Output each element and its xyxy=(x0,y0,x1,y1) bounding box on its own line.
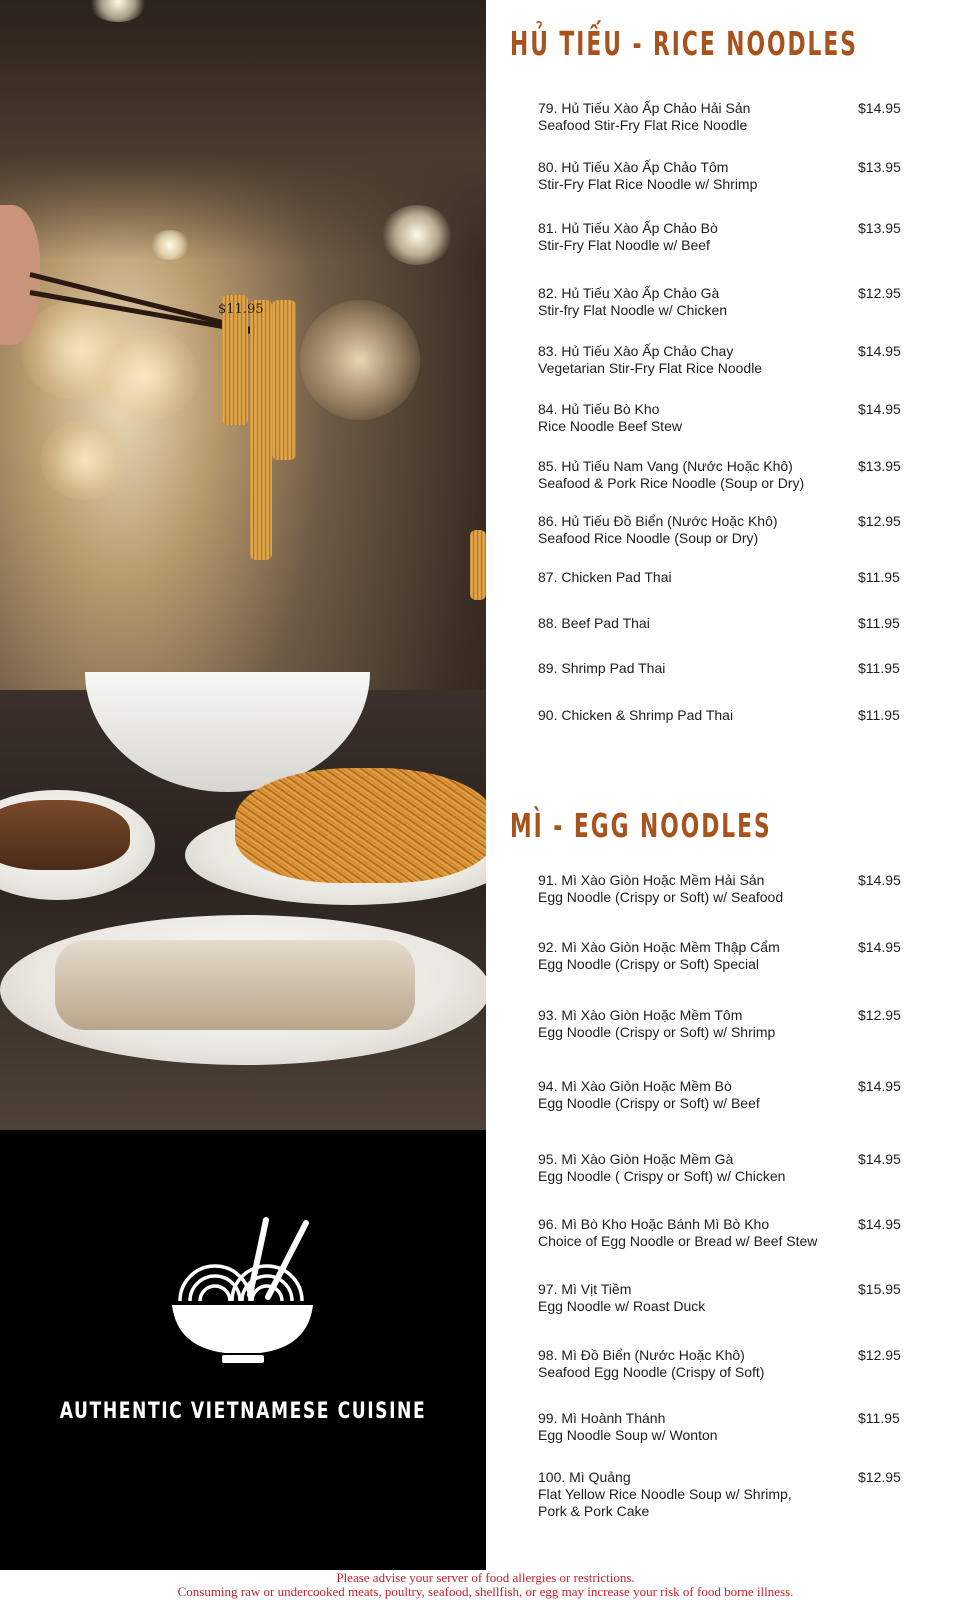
item-name: 82. Hủ Tiếu Xào Ấp Chảo Gà xyxy=(538,285,720,301)
item-price: $11.95 xyxy=(858,615,900,631)
item-english: Stir-Fry Flat Noodle w/ Beef xyxy=(538,237,710,253)
bokeh-light xyxy=(90,330,200,420)
item-price: $13.95 xyxy=(858,458,901,474)
disclaimer-line: Consuming raw or undercooked meats, poultry, seafood, shellfish, or egg may increase your risk of food borne illness. xyxy=(177,1584,794,1599)
item-price: $14.95 xyxy=(858,100,901,116)
item-name: 96. Mì Bò Kho Hoặc Bánh Mì Bò Kho xyxy=(538,1216,770,1232)
item-price: $14.95 xyxy=(858,939,901,955)
item-name: 93. Mì Xào Giòn Hoặc Mềm Tôm xyxy=(538,1007,743,1023)
section-heading-rice-noodles: HỦ TIẾU - RICE NOODLES xyxy=(510,24,858,63)
item-price: $11.95 xyxy=(858,707,900,723)
item-price: $11.95 xyxy=(858,1410,900,1426)
item-price: $14.95 xyxy=(858,1216,901,1232)
item-name: 98. Mì Đồ Biển (Nước Hoặc Khô) xyxy=(538,1347,745,1363)
menu-panel xyxy=(486,0,971,1570)
item-english: Flat Yellow Rice Noodle Soup w/ Shrimp, Pork & Pork Cake xyxy=(538,1486,792,1519)
item-english: Seafood Rice Noodle (Soup or Dry) xyxy=(538,530,759,546)
item-name: 92. Mì Xào Giòn Hoặc Mềm Thập Cẩm xyxy=(538,939,780,955)
bokeh-light xyxy=(40,420,130,500)
item-name: 97. Mì Vịt Tiềm xyxy=(538,1281,632,1297)
item-name: 84. Hủ Tiếu Bò Kho xyxy=(538,401,660,417)
item-name: 85. Hủ Tiếu Nam Vang (Nước Hoặc Khô) xyxy=(538,458,793,474)
noodle-bowl-with-chopsticks-icon xyxy=(170,1215,315,1365)
item-name: 89. Shrimp Pad Thai xyxy=(538,660,666,676)
noodle-strands xyxy=(250,300,272,560)
item-name: 90. Chicken & Shrimp Pad Thai xyxy=(538,707,734,723)
item-price: $12.95 xyxy=(858,285,901,301)
item-name: 79. Hủ Tiếu Xào Ấp Chảo Hải Sản xyxy=(538,100,751,116)
item-price: $11.95 xyxy=(858,660,900,676)
item-english: Seafood Egg Noodle (Crispy of Soft) xyxy=(538,1364,765,1380)
item-english: Egg Noodle w/ Roast Duck xyxy=(538,1298,706,1314)
item-name: 94. Mì Xào Giòn Hoặc Mềm Bò xyxy=(538,1078,732,1094)
item-name: 86. Hủ Tiếu Đồ Biển (Nước Hoặc Khô) xyxy=(538,513,778,529)
item-english: Egg Noodle (Crispy or Soft) w/ Beef xyxy=(538,1095,760,1111)
item-price: $13.95 xyxy=(858,159,901,175)
item-price: $12.95 xyxy=(858,1007,901,1023)
item-name: 99. Mì Hoành Thánh xyxy=(538,1410,666,1426)
bokeh-light xyxy=(300,300,420,420)
crispy-noodles xyxy=(235,768,486,883)
item-name: 100. Mì Quảng xyxy=(538,1469,631,1485)
item-english: Egg Noodle (Crispy or Soft) Special xyxy=(538,956,759,972)
item-name: 87. Chicken Pad Thai xyxy=(538,569,672,585)
item-english: Choice of Egg Noodle or Bread w/ Beef Stew xyxy=(538,1233,818,1249)
item-price: $14.95 xyxy=(858,872,901,888)
item-english: Vegetarian Stir-Fry Flat Rice Noodle xyxy=(538,360,763,376)
item-price: $14.95 xyxy=(858,401,901,417)
item-price: $14.95 xyxy=(858,1078,901,1094)
item-price: $14.95 xyxy=(858,343,901,359)
item-english: Seafood & Pork Rice Noodle (Soup or Dry) xyxy=(538,475,805,491)
item-english: Rice Noodle Beef Stew xyxy=(538,418,682,434)
item-english: Egg Noodle (Crispy or Soft) w/ Seafood xyxy=(538,889,784,905)
item-price: $13.95 xyxy=(858,220,901,236)
item-name: 80. Hủ Tiếu Xào Ấp Chảo Tôm xyxy=(538,159,729,175)
item-english: Egg Noodle (Crispy or Soft) w/ Shrimp xyxy=(538,1024,776,1040)
photo-price-overlay: $11.95 xyxy=(218,302,264,317)
item-price: $12.95 xyxy=(858,1347,901,1363)
brand-tagline: AUTHENTIC VIETNAMESE CUISINE xyxy=(59,1399,427,1424)
noodle-strands xyxy=(272,300,296,460)
food-photo xyxy=(0,0,486,1130)
item-name: 88. Beef Pad Thai xyxy=(538,615,650,631)
item-english: Seafood Stir-Fry Flat Rice Noodle xyxy=(538,117,748,133)
section-heading-egg-noodles: MÌ - EGG NOODLES xyxy=(510,806,772,845)
item-name: 95. Mì Xào Giòn Hoặc Mềm Gà xyxy=(538,1151,734,1167)
ceiling-light xyxy=(382,205,452,265)
rice-rolls xyxy=(55,940,415,1030)
noodle-strands xyxy=(470,530,486,600)
item-english: Stir-Fry Flat Rice Noodle w/ Shrimp xyxy=(538,176,758,192)
item-price: $14.95 xyxy=(858,1151,901,1167)
item-english: Egg Noodle ( Crispy or Soft) w/ Chicken xyxy=(538,1168,786,1184)
ceiling-light xyxy=(150,230,190,260)
item-name: 81. Hủ Tiếu Xào Ấp Chảo Bò xyxy=(538,220,718,236)
item-price: $15.95 xyxy=(858,1281,901,1297)
item-price: $12.95 xyxy=(858,1469,901,1485)
item-price: $11.95 xyxy=(858,569,900,585)
item-price: $12.95 xyxy=(858,513,901,529)
allergy-disclaimer xyxy=(0,1571,971,1599)
item-name: 91. Mì Xào Giòn Hoặc Mềm Hải Sản xyxy=(538,872,765,888)
item-english: Stir-fry Flat Noodle w/ Chicken xyxy=(538,302,728,318)
item-english: Egg Noodle Soup w/ Wonton xyxy=(538,1427,718,1443)
disclaimer-line: Please advise your server of food allergies or restrictions. xyxy=(336,1570,635,1585)
stew-dish xyxy=(0,800,130,870)
item-name: 83. Hủ Tiếu Xào Ấp Chảo Chay xyxy=(538,343,734,359)
